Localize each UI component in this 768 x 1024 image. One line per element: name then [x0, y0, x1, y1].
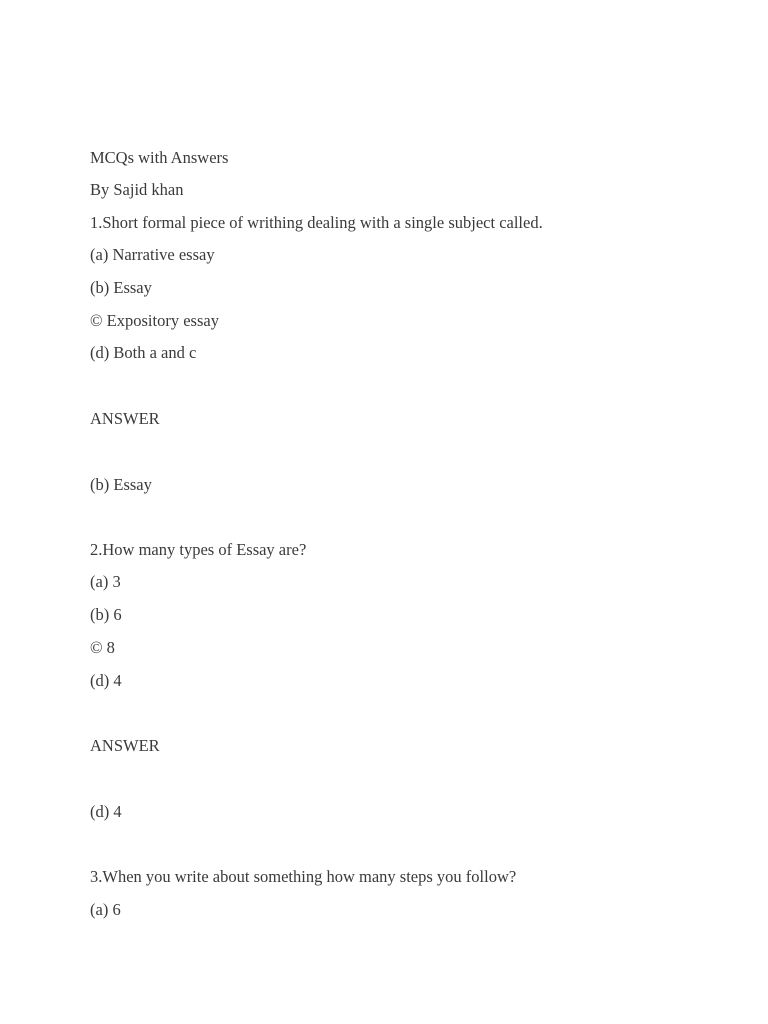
question-2-option-d: (d) 4: [90, 671, 122, 690]
question-3-option-a: (a) 6: [90, 900, 121, 919]
question-1-option-d: (d) Both a and c: [90, 343, 197, 362]
question-2-text: 2.How many types of Essay are?: [90, 540, 307, 559]
question-1-answer: (b) Essay: [90, 475, 152, 494]
question-2-option-a: (a) 3: [90, 572, 121, 591]
question-1-text: 1.Short formal piece of writhing dealing with a single subject called.: [90, 213, 543, 232]
question-3-text: 3.When you write about something how many steps you follow?: [90, 867, 517, 886]
question-2-option-b: (b) 6: [90, 605, 122, 624]
question-1-option-c: © Expository essay: [90, 311, 219, 330]
question-1-option-b: (b) Essay: [90, 278, 152, 297]
question-2-answer-label: ANSWER: [90, 736, 160, 755]
document-author: By Sajid khan: [90, 180, 184, 199]
question-2-answer: (d) 4: [90, 802, 122, 821]
question-1-answer-label: ANSWER: [90, 409, 160, 428]
question-2-option-c: © 8: [90, 638, 115, 657]
question-1-option-a: (a) Narrative essay: [90, 245, 215, 264]
document-title: MCQs with Answers: [90, 148, 229, 167]
